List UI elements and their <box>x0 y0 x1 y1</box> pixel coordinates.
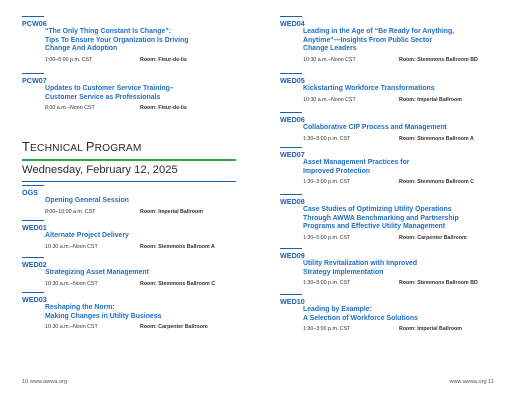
session-code: WED05 <box>280 76 305 85</box>
session-rule <box>22 73 44 74</box>
session-pcw07 <box>22 73 252 112</box>
session-pcw06 <box>22 16 252 64</box>
session-rule <box>22 185 44 186</box>
session-title-line: Opening General Session <box>45 197 129 204</box>
session-wed01 <box>22 220 252 251</box>
session-title-line: Change Leaders <box>303 45 357 53</box>
session-meta <box>22 105 252 112</box>
session-title-line: Case Studies of Optimizing Utility Operations <box>303 206 452 213</box>
session-time: 1:30–3:00 p.m. CST <box>303 179 351 186</box>
session-time: 10:30 a.m.–Noon CST <box>303 96 356 103</box>
session-room: Room: Fleur-de-lis <box>140 105 187 112</box>
session-rule <box>280 73 302 74</box>
session-code: WED02 <box>22 260 47 269</box>
session-room: Room: Imperial Ballroom <box>140 208 203 215</box>
session-rule <box>22 220 44 221</box>
session-wed06 <box>280 112 510 143</box>
session-code: PCW07 <box>22 76 47 85</box>
session-time: 1:30–3:00 p.m. CST <box>303 135 351 142</box>
session-room: Room: Imperial Ballroom <box>399 96 462 103</box>
session-title-line: Strategy Implementation <box>303 268 384 276</box>
session-wed02 <box>22 257 252 288</box>
session-room: Room: Carpenter Ballroom <box>399 234 467 241</box>
session-title-line: Programs and Effective Utility Management <box>303 223 446 231</box>
session-time: 10:30 a.m.–Noon CST <box>45 280 98 287</box>
session-room: Room: Imperial Ballroom <box>399 326 462 333</box>
session-meta <box>22 324 252 331</box>
right-footer: www.awwa.org 11 <box>449 379 494 385</box>
session-time: 10:30 a.m.–Noon CST <box>45 243 98 250</box>
session-time: 8:00–10:00 a.m. CST <box>45 208 96 215</box>
session-ogs <box>22 185 252 216</box>
title-divider <box>22 159 236 161</box>
session-title-line: Leading in the Age of “Be Ready for Anything, <box>303 28 455 35</box>
session-meta <box>22 281 252 288</box>
session-wed10 <box>280 294 510 333</box>
session-title-line: A Selection of Workforce Solutions <box>303 314 418 322</box>
session-code: OGS <box>22 188 38 197</box>
session-meta <box>22 209 252 216</box>
session-meta <box>280 136 510 143</box>
session-rule <box>280 16 302 17</box>
session-room: Room: Carpenter Ballroom <box>140 324 208 331</box>
session-title-line: Alternate Project Delivery <box>45 232 129 239</box>
session-title-line: Strategizing Asset Management <box>45 269 149 276</box>
session-room: Room: Fleur-de-lis <box>140 56 187 63</box>
session-wed09 <box>280 248 510 287</box>
session-title-line: Utility Revitalization with Improved <box>303 260 418 267</box>
session-meta <box>280 280 510 287</box>
session-title-line: Change And Adoption <box>45 45 118 53</box>
session-meta <box>22 244 252 251</box>
session-room: Room: Stemmons Ballroom BD <box>399 280 478 287</box>
session-time: 10:30 a.m.–Noon CST <box>303 56 356 63</box>
session-code: WED01 <box>22 223 47 232</box>
session-code: WED06 <box>280 115 305 124</box>
session-rule <box>22 16 44 17</box>
session-meta <box>280 97 510 104</box>
session-wed05 <box>280 73 510 104</box>
session-room: Room: Stemmons Ballroom A <box>399 135 474 142</box>
session-time: 10:30 a.m.–Noon CST <box>45 324 98 331</box>
session-rule <box>280 147 302 148</box>
session-room: Room: Stemmons Ballroom C <box>140 280 216 287</box>
program-date: Wednesday, February 12, 2025 <box>22 164 178 176</box>
session-wed03 <box>22 292 252 331</box>
session-meta <box>280 179 510 186</box>
session-wed07 <box>280 147 510 186</box>
session-time: 1:00–5:00 p.m. CST <box>45 56 93 63</box>
program-title: TECHNICAL PROGRAM <box>22 139 142 154</box>
session-title-line: Collaborative CIP Process and Management <box>303 124 447 131</box>
left-footer: 10 www.awwa.org <box>22 379 68 385</box>
date-divider <box>22 181 236 182</box>
session-title-line: Tips To Ensure Your Organization Is Driving <box>45 36 189 44</box>
session-meta <box>280 326 510 333</box>
session-title-line: Making Changes in Utility Business <box>45 312 162 320</box>
session-title-line: Through AWWA Benchmarking and Partnership <box>303 214 459 222</box>
session-rule <box>280 112 302 113</box>
session-title-line: Customer Service as Professionals <box>45 93 161 101</box>
session-room: Room: Stemmons Ballroom A <box>140 243 215 250</box>
session-title-line: Improved Protection <box>303 167 371 175</box>
session-time: 1:30–3:00 p.m. CST <box>303 280 351 287</box>
session-title-line: Anytime”—Insights From Public Sector <box>303 36 433 44</box>
right-page <box>258 0 516 400</box>
session-code: WED10 <box>280 297 305 306</box>
session-rule <box>22 292 44 293</box>
session-rule <box>280 294 302 295</box>
session-code: PCW06 <box>22 19 47 28</box>
session-room: Room: Stemmons Ballroom BD <box>399 56 478 63</box>
session-time: 1:30–5:00 p.m. CST <box>303 234 351 241</box>
session-title-line: Asset Management Practices for <box>303 159 410 166</box>
session-rule <box>280 194 302 195</box>
session-rule <box>280 248 302 249</box>
session-title-line: Reshaping the Norm: <box>45 304 115 311</box>
session-room: Room: Stemmons Ballroom C <box>399 179 475 186</box>
session-time: 8:00 a.m.–Noon CST <box>45 105 95 112</box>
session-title-line: Kickstarting Workforce Transformations <box>303 85 435 92</box>
session-wed04 <box>280 16 510 64</box>
session-time: 1:30–3:00 p.m. CST <box>303 326 351 333</box>
session-wed08 <box>280 194 510 242</box>
session-title-line: Updates to Customer Service Training– <box>45 85 174 92</box>
session-code: WED04 <box>280 19 305 28</box>
session-code: WED08 <box>280 197 305 206</box>
session-title-line: Leading by Example: <box>303 306 372 313</box>
session-code: WED07 <box>280 150 305 159</box>
session-code: WED09 <box>280 251 305 260</box>
session-meta <box>280 57 510 64</box>
session-meta <box>22 57 252 64</box>
session-code: WED03 <box>22 295 47 304</box>
session-meta <box>280 235 510 242</box>
session-rule <box>22 257 44 258</box>
session-title-line: “The Only Thing Constant Is Change”: <box>45 28 171 35</box>
